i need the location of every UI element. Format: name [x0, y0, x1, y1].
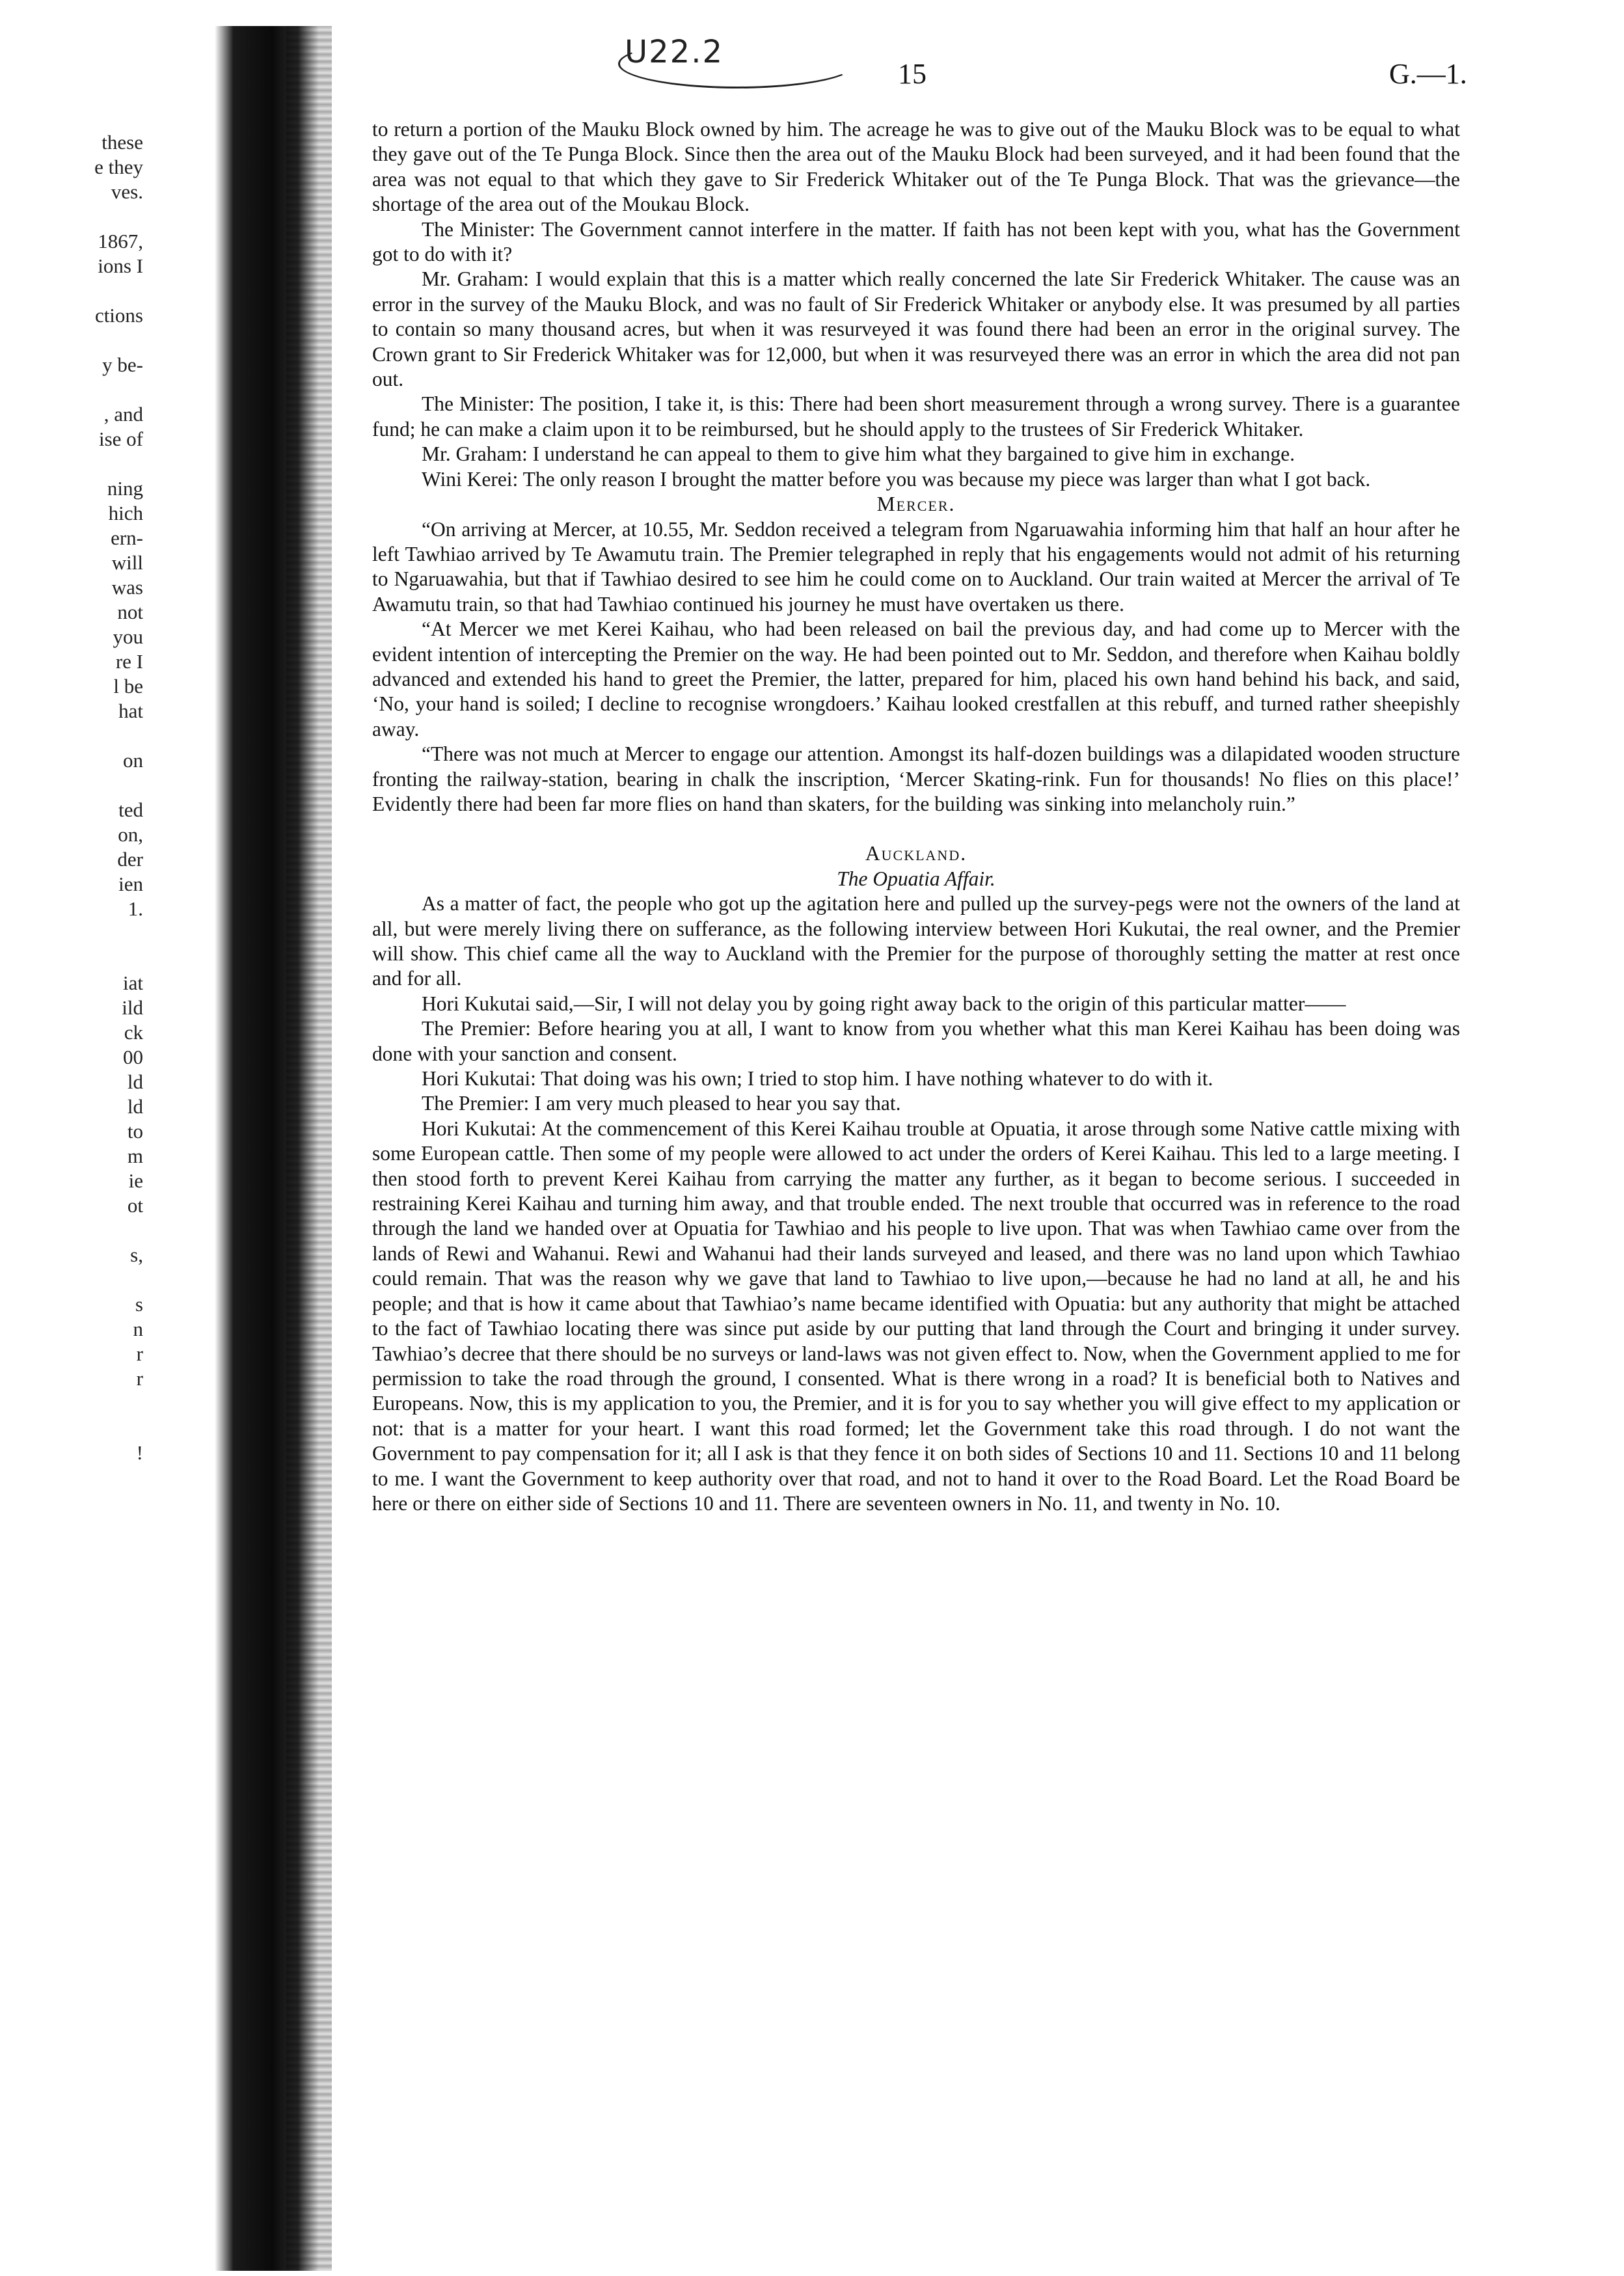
- margin-fragment: [65, 946, 143, 971]
- margin-fragment: der: [117, 848, 143, 871]
- paragraph: Mr. Graham: I would explain that this is a matter which really concerned the late Sir Frederick Whitaker. The cause was an error in the survey of the Mauku Block, and was no fault of Sir Frederick Whitaker or anybody else. It was presumed by all parties to contain so many thousand acres, but when it was resurveyed it was found there had been an error in the original survey. The Crown grant to Sir Frederick Whitaker was for 12,000, but when it was resurveyed there was an error in which the area did not pan out.: [372, 267, 1460, 391]
- handwritten-stamp: U22.2: [625, 34, 724, 70]
- paragraph: The Minister: The Government cannot interfere in the matter. If faith has not been kept with you, what has the Government got to do with it?: [372, 217, 1460, 266]
- paragraph: As a matter of fact, the people who got up the agitation here and pulled up the survey-pegs were not the owners of the land at all, but were merely living there on sufferance, as the following interview between Hori Kukutai, the real owner, and the Premier will show. This chief came all the way to Auckland with the Premier for the purpose of thoroughly setting the matter at rest once and for all.: [372, 892, 1460, 990]
- margin-fragment: ie: [128, 1169, 143, 1192]
- margin-fragment: ern-: [111, 526, 143, 549]
- paragraph: Hori Kukutai: That doing was his own; I tried to stop him. I have nothing whatever to do with it.: [422, 1067, 1213, 1091]
- margin-fragment: !: [136, 1441, 143, 1464]
- paragraph: “There was not much at Mercer to engage our attention. Amongst its half-dozen buildings was a dilapidated wooden structure fronting the railway-station, bearing in chalk the inscription, ‘Mercer Skating-rink. Fun for thousands! No flies on this place!’ Evidently there had been far more flies on hand than skaters, for the building was sinking into melancholy ruin.”: [372, 742, 1460, 815]
- document-code: G.—1.: [1389, 58, 1467, 90]
- paragraph: The Premier: Before hearing you at all, I want to know from you whether what this man Kerei Kaihau has been doing was done with your sanction and consent.: [372, 1017, 1460, 1065]
- margin-fragment: on: [123, 749, 143, 772]
- margin-fragment: [65, 377, 143, 402]
- margin-fragment: m: [127, 1145, 143, 1167]
- margin-fragment: will: [111, 551, 143, 574]
- margin-fragment: these: [102, 131, 143, 154]
- margin-fragment: r: [136, 1367, 143, 1390]
- section-subheading: The Opuatia Affair.: [837, 867, 995, 890]
- section-heading-mercer: Mercer.: [876, 493, 956, 516]
- previous-page-margin: [65, 130, 143, 1465]
- margin-fragment: 1867,: [98, 230, 143, 252]
- margin-fragment: [65, 278, 143, 303]
- margin-fragment: s: [135, 1293, 143, 1316]
- paragraph: Hori Kukutai said,—Sir, I will not delay you by going right away back to the origin of this particular matter——: [422, 992, 1346, 1015]
- margin-fragment: , and: [103, 403, 143, 426]
- margin-fragment: [65, 452, 143, 476]
- paragraph: “On arriving at Mercer, at 10.55, Mr. Seddon received a telegram from Ngaruawahia informing him that half an hour after he left Tawhiao arrived by Te Awamutu train. The Premier telegraphed in reply that his engagements would not admit of his returning to Ngaruawahia, but that if Tawhiao desired to see him he could come on to Auckland. Our train waited at Mercer the arrival of Te Awamutu train, so that had Tawhiao continued his journey he must have overtaken us there.: [372, 517, 1460, 616]
- margin-fragment: ien: [118, 873, 143, 895]
- margin-fragment: ions I: [98, 254, 143, 277]
- margin-fragment: [65, 1391, 143, 1416]
- paragraph: Wini Kerei: The only reason I brought the matter before you was because my piece was larger than what I got back.: [422, 467, 1371, 491]
- margin-fragment: [65, 1267, 143, 1292]
- margin-fragment: ning: [107, 477, 143, 500]
- margin-fragment: s,: [130, 1243, 143, 1266]
- margin-fragment: re I: [115, 650, 143, 673]
- margin-fragment: [65, 773, 143, 798]
- margin-fragment: l be: [113, 675, 143, 698]
- margin-fragment: ld: [127, 1070, 143, 1093]
- margin-fragment: ted: [118, 798, 143, 821]
- margin-fragment: [65, 1218, 143, 1243]
- margin-fragment: ctions: [94, 304, 143, 327]
- margin-fragment: ck: [124, 1021, 143, 1044]
- margin-fragment: [65, 328, 143, 353]
- margin-fragment: you: [113, 625, 143, 648]
- margin-fragment: n: [133, 1318, 143, 1340]
- paragraph: The Minister: The position, I take it, is this: There had been short measurement through a wrong survey. There is a guarantee fund; he can make a claim upon it to be reimbursed, but he should apply to the trustees of Sir Frederick Whitaker.: [372, 392, 1460, 440]
- paragraph: to return a portion of the Mauku Block owned by him. The acreage he was to give out of the Mauku Block was to be equal to what they gave out of the Te Punga Block. Since then the area out of the Mauku Block had been surveyed, and it had been found that the area was not equal to that which they gave to Sir Frederick Whitaker out of the Te Punga Block. That was the grievance—the shortage of the area out of the Moukau Block.: [372, 118, 1460, 216]
- margin-fragment: 1.: [128, 897, 143, 920]
- margin-fragment: [65, 921, 143, 946]
- margin-fragment: ild: [122, 996, 143, 1019]
- paragraph: Mr. Graham: I understand he can appeal to them to give him what they bargained to give him in exchange.: [422, 442, 1295, 466]
- margin-fragment: 00: [123, 1046, 143, 1068]
- margin-fragment: ves.: [111, 180, 143, 203]
- page-body: [372, 117, 1460, 1516]
- margin-fragment: hat: [118, 699, 143, 722]
- page-number: 15: [898, 58, 927, 90]
- paragraph: The Premier: I am very much pleased to hear you say that.: [422, 1092, 901, 1115]
- margin-fragment: ot: [127, 1194, 143, 1217]
- margin-fragment: on,: [118, 823, 143, 846]
- margin-fragment: [65, 724, 143, 748]
- margin-fragment: to: [127, 1120, 143, 1143]
- margin-fragment: iat: [123, 971, 143, 994]
- margin-fragment: [65, 1416, 143, 1441]
- margin-fragment: ld: [127, 1095, 143, 1118]
- margin-fragment: was: [111, 576, 143, 599]
- margin-fragment: [65, 204, 143, 229]
- section-heading-auckland: Auckland.: [865, 842, 968, 865]
- margin-fragment: e they: [94, 156, 143, 178]
- margin-fragment: not: [117, 601, 143, 623]
- book-spine-edge: [286, 26, 332, 2271]
- margin-fragment: hich: [108, 502, 143, 524]
- margin-fragment: y be-: [102, 353, 143, 376]
- paragraph: Hori Kukutai: At the commencement of this Kerei Kaihau trouble at Opuatia, it arose through some Native cattle mixing with some European cattle. Then some of my people were allowed to act under the orders of Kerei Kaihau. This led to a large meeting. I then stood forth to prevent Kerei Kaihau from carrying the matter any further, as it began to become serious. I succeeded in restraining Kerei Kaihau and turning him away, and that trouble ended. The next trouble that occurred was in reference to the road through the land we handed over at Opuatia for Tawhiao and his people to live upon. That was when Tawhiao came over from the lands of Rewi and Wahanui. Rewi and Wahanui had their lands surveyed and leased, and there was no land upon which Tawhiao could remain. That was the reason why we gave that land to Tawhiao to live upon,—because he had no land at all, he and his people; and that is how it came about that Tawhiao’s name became identified with Opuatia: but any authority that might be attached to the fact of Tawhiao locating there was since put aside by our putting that land through the Court and bringing it under survey. Tawhiao’s decree that there should be no surveys or land-laws was not given effect to. Now, when the Government applied to me for permission to take the road through the ground, I consented. What is there wrong in a road? It is beneficial both to Natives and Europeans. Now, this is my application to you, the Premier, and it is for you to say whether you will give effect to my application or not: that is a matter for your heart. I want this road formed; let the Government take this road through. I do not want the Government to pay compensation for it; all I ask is that they fence it on both sides of Sections 10 and 11. Sections 10 and 11 belong to me. I want the Government to keep authority over that road, and not to hand it over to the Road Board. Let the Road Board be here or there on either side of Sections 10 and 11. There are seventeen owners in No. 11, and twenty in No. 10.: [372, 1117, 1460, 1515]
- margin-fragment: r: [136, 1342, 143, 1365]
- paragraph: “At Mercer we met Kerei Kaihau, who had been released on bail the previous day, and had come up to Mercer with the evident intention of intercepting the Premier on the way. He had been pointed out to Mr. Seddon, and therefore when Kaihau boldly advanced and extended his hand to greet the Premier, the latter, prepared for him, placed his own hand behind his back, and said, ‘No, your hand is soiled; I decline to recognise wrongdoers.’ Kaihau looked crestfallen at this rebuff, and turned rather sheepishly away.: [372, 617, 1460, 740]
- margin-fragment: ise of: [98, 427, 143, 450]
